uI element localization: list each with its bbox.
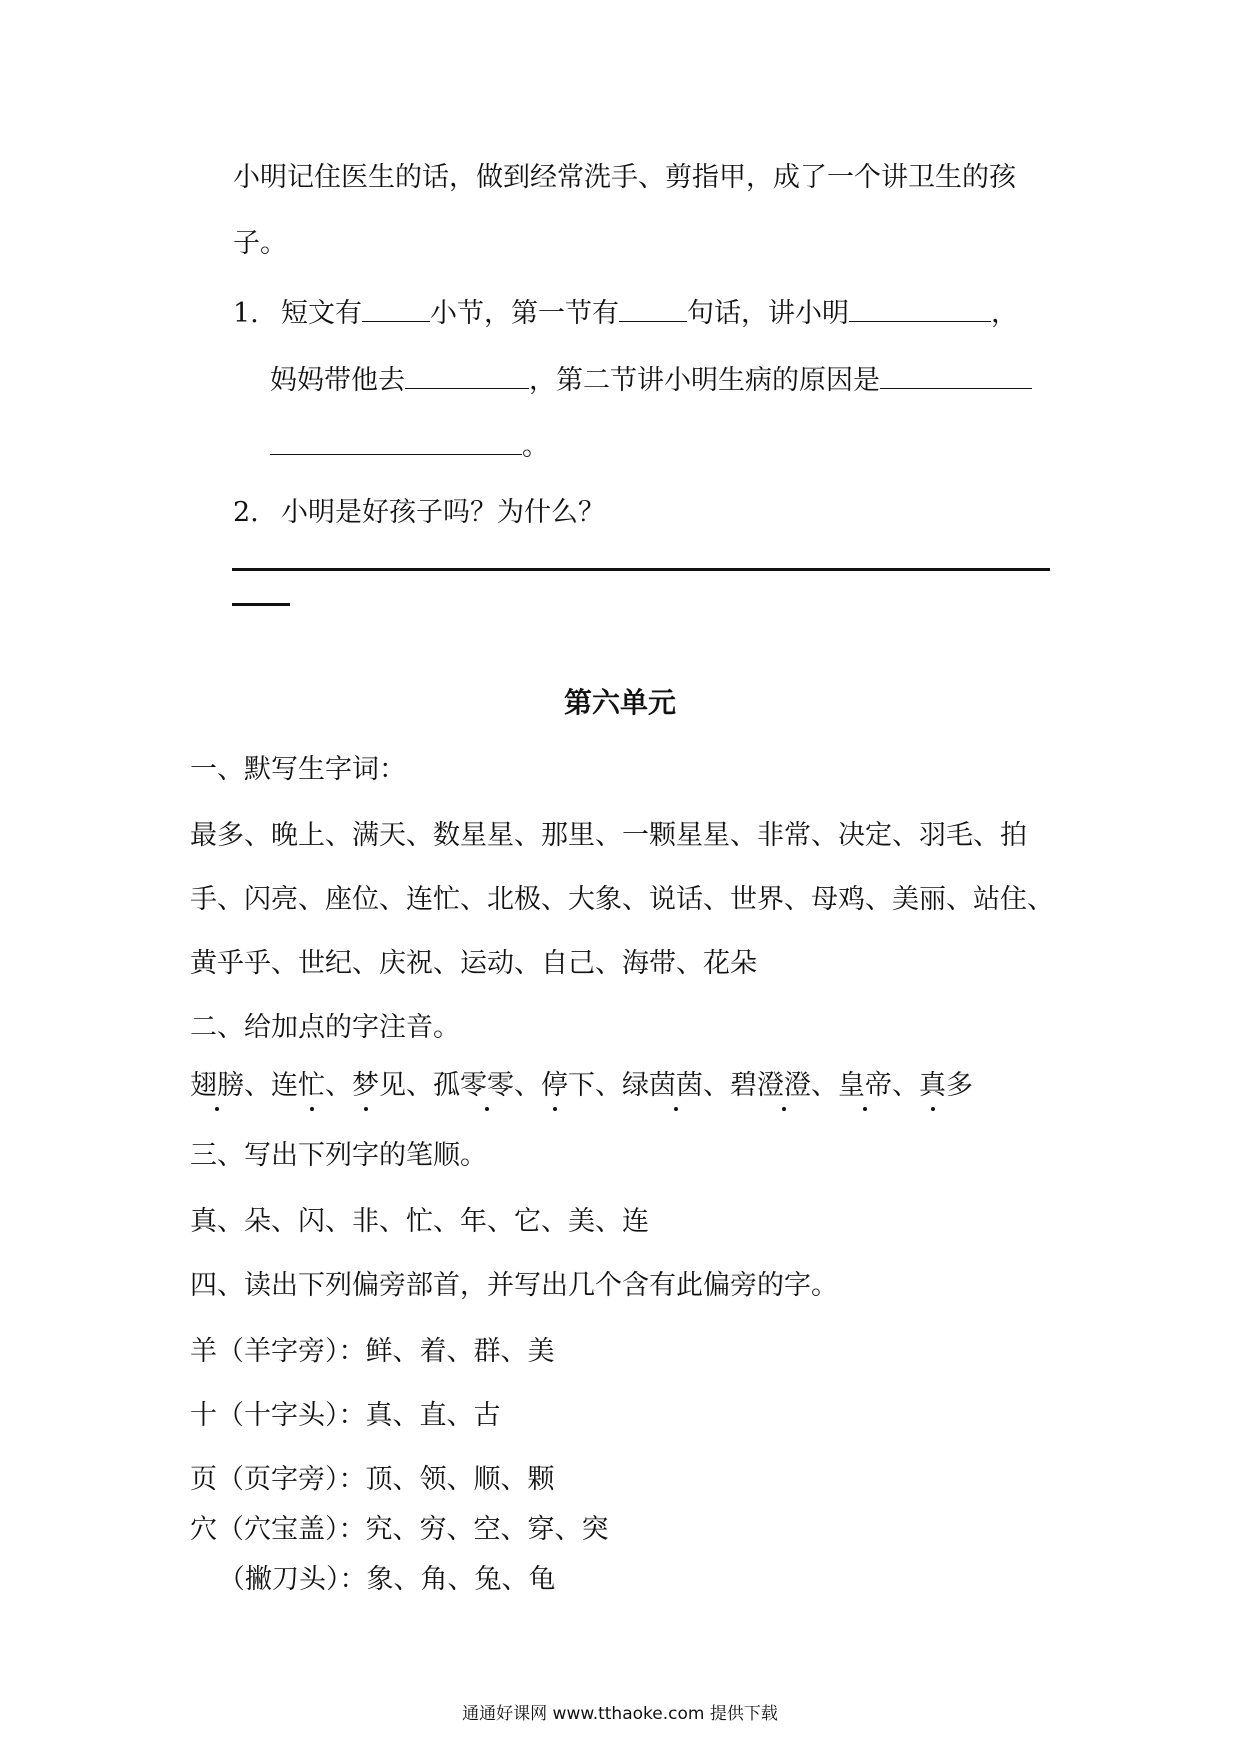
q1-text-c: 句话，讲小明: [687, 298, 849, 329]
q1-blank-3[interactable]: [849, 295, 991, 322]
plain-word: 连: [271, 1070, 298, 1101]
plain-word: 多: [946, 1070, 973, 1101]
plain-word: 碧: [730, 1070, 757, 1101]
question-1-line-2: [270, 362, 1032, 399]
question-2-text: 小明是好孩子吗？为什么？: [281, 497, 605, 528]
radical-row-3: 页（页字旁）：顶、领、顺、颗: [190, 1464, 555, 1495]
section-1-line-3: 黄乎乎、世纪、庆祝、运动、自己、海带、花朵: [190, 948, 757, 979]
separator: 、: [892, 1070, 919, 1101]
separator: 、: [703, 1070, 730, 1101]
answer-line-long[interactable]: [232, 568, 1050, 571]
section-2-words: [190, 1068, 973, 1104]
dotted-word: 茵茵: [649, 1068, 703, 1104]
separator: 、孤: [406, 1070, 460, 1101]
separator: 、: [514, 1070, 541, 1101]
plain-word: 见: [379, 1070, 406, 1101]
dotted-word: 澄澄: [757, 1068, 811, 1104]
question-1-line-3: [270, 428, 549, 465]
q1-text-a: 短文有: [281, 298, 362, 329]
separator: 、: [244, 1070, 271, 1101]
dotted-word: 停: [541, 1068, 568, 1104]
section-2-heading: 二、给加点的字注音。: [190, 1012, 460, 1043]
dotted-char: 梦: [352, 1068, 379, 1104]
q1-text-e: 妈妈带他去: [270, 365, 405, 396]
radical-row-4: 穴（穴宝盖）：究、穷、空、穿、突: [190, 1514, 609, 1545]
section-3-line: 真、朵、闪、非、忙、年、它、美、连: [190, 1206, 649, 1237]
question-2: [233, 495, 605, 531]
question-1-line-1: [233, 295, 1018, 332]
paragraph-line-1: 小明记住医生的话，做到经常洗手、剪指甲，成了一个讲卫生的孩: [233, 162, 1016, 193]
paragraph-line-2: 子。: [233, 228, 287, 259]
section-4-heading: 四、读出下列偏旁部首，并写出几个含有此偏旁的字。: [190, 1270, 838, 1301]
radical-row-1: 羊（羊字旁）：鲜、着、群、美: [190, 1336, 555, 1367]
dotted-char: 忙: [298, 1068, 325, 1104]
dotted-word: 翅膀: [190, 1068, 244, 1104]
q1-blank-5[interactable]: [880, 362, 1032, 389]
dotted-word: 皇帝: [838, 1068, 892, 1104]
q1-text-b: 小节，第一节有: [430, 298, 619, 329]
q1-blank-4[interactable]: [405, 362, 529, 389]
section-1-line-2: 手、闪亮、座位、连忙、北极、大象、说话、世界、母鸡、美丽、站住、: [190, 884, 1054, 915]
unit-title: 第六单元: [563, 686, 676, 719]
dotted-word: 零零: [460, 1068, 514, 1104]
q1-blank-2[interactable]: [619, 295, 687, 322]
question-2-number: 2.: [233, 497, 259, 528]
question-1-number: 1.: [233, 298, 259, 329]
footer-credit: 通通好课网 www.tthaoke.com 提供下载: [462, 1704, 778, 1724]
answer-line-short[interactable]: [232, 603, 290, 606]
q1-text-d: ，: [991, 298, 1018, 329]
q1-blank-6[interactable]: [270, 428, 522, 455]
separator: 下、绿: [568, 1070, 649, 1101]
separator: 、: [811, 1070, 838, 1101]
section-1-line-1: 最多、晚上、满天、数星星、那里、一颗星星、非常、决定、羽毛、拍: [190, 820, 1027, 851]
section-3-heading: 三、写出下列字的笔顺。: [190, 1140, 487, 1171]
separator: 、: [325, 1070, 352, 1101]
q1-blank-1[interactable]: [362, 295, 430, 322]
q1-text-f: ，第二节讲小明生病的原因是: [529, 365, 880, 396]
section-1-heading: 一、默写生字词：: [190, 754, 406, 785]
radical-row-2: 十（十字头）：真、直、古: [190, 1400, 501, 1431]
q1-text-g: 。: [522, 431, 549, 462]
dotted-word: 真: [919, 1068, 946, 1104]
radical-row-5: （撇刀头）：象、角、兔、龟: [218, 1564, 556, 1595]
